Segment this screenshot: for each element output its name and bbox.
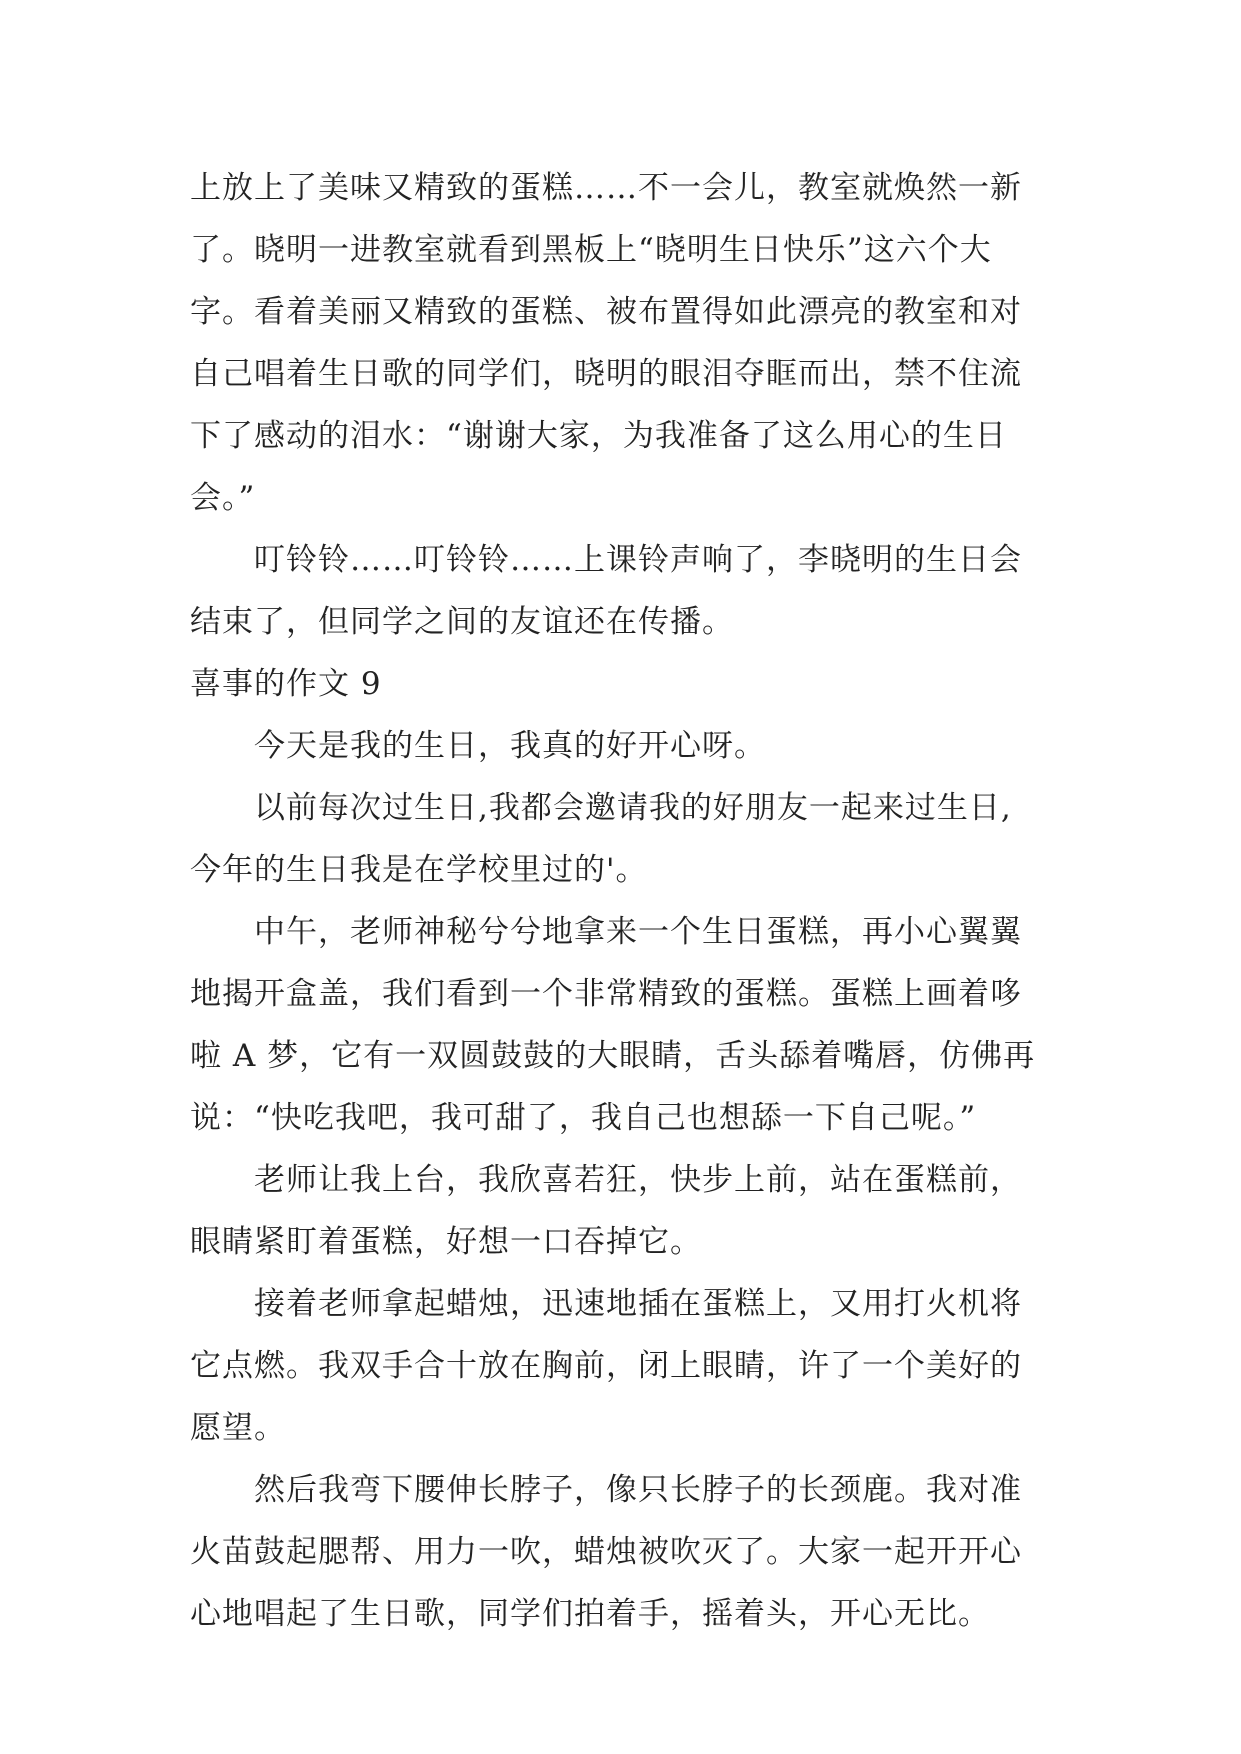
text-line: 叮铃铃……叮铃铃……上课铃声响了，李晓明的生日会 xyxy=(254,542,1022,578)
text-line: 啦 A 梦，它有一双圆鼓鼓的大眼睛，舌头舔着嘴唇，仿佛再 xyxy=(190,1038,1036,1074)
text-line: 以前每次过生日,我都会邀请我的好朋友一起来过生日, xyxy=(254,790,1012,826)
text-line: 结束了，但同学之间的友谊还在传播。 xyxy=(190,604,734,640)
text-line: 会。” xyxy=(190,480,256,516)
text-line: 中午，老师神秘兮兮地拿来一个生日蛋糕，再小心翼翼 xyxy=(254,914,1022,950)
text-line: 今年的生日我是在学校里过的'。 xyxy=(190,852,648,888)
text-line: 上放上了美味又精致的蛋糕……不一会儿，教室就焕然一新 xyxy=(190,170,1022,206)
text-line: 说：“快吃我吧，我可甜了，我自己也想舔一下自己呢。” xyxy=(190,1100,977,1136)
text-line: 下了感动的泪水：“谢谢大家，为我准备了这么用心的生日 xyxy=(190,418,1007,454)
text-line: 今天是我的生日，我真的好开心呀。 xyxy=(254,728,766,764)
text-line: 接着老师拿起蜡烛，迅速地插在蛋糕上，又用打火机将 xyxy=(254,1286,1022,1322)
text-line: 心地唱起了生日歌，同学们拍着手，摇着头，开心无比。 xyxy=(190,1596,990,1632)
section-heading: 喜事的作文 9 xyxy=(190,666,382,702)
text-line: 老师让我上台，我欣喜若狂，快步上前，站在蛋糕前， xyxy=(254,1162,1022,1198)
text-line: 了。晓明一进教室就看到黑板上“晓明生日快乐”这六个大 xyxy=(190,232,992,268)
text-line: 地揭开盒盖，我们看到一个非常精致的蛋糕。蛋糕上画着哆 xyxy=(190,976,1022,1012)
text-line: 愿望。 xyxy=(190,1410,286,1446)
text-line: 它点燃。我双手合十放在胸前，闭上眼睛，许了一个美好的 xyxy=(190,1348,1022,1384)
text-line: 字。看着美丽又精致的蛋糕、被布置得如此漂亮的教室和对 xyxy=(190,294,1022,330)
text-line: 眼睛紧盯着蛋糕，好想一口吞掉它。 xyxy=(190,1224,702,1260)
text-line: 自己唱着生日歌的同学们，晓明的眼泪夺眶而出，禁不住流 xyxy=(190,356,1022,392)
essay-body xyxy=(190,157,1060,1645)
text-line: 然后我弯下腰伸长脖子，像只长脖子的长颈鹿。我对准 xyxy=(254,1472,1022,1508)
text-line: 火苗鼓起腮帮、用力一吹，蜡烛被吹灭了。大家一起开开心 xyxy=(190,1534,1022,1570)
